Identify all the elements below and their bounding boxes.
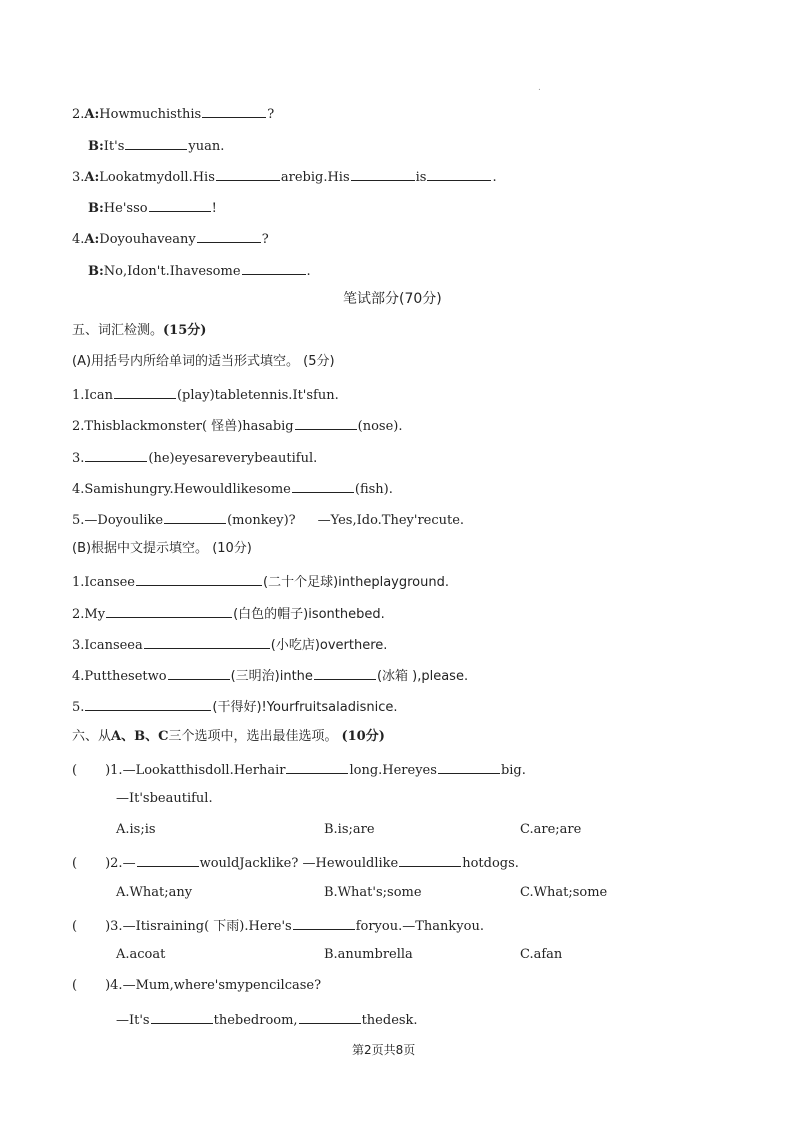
listening-item-3-b: B:He'sso ! [88, 198, 217, 217]
listening-item-4-b: B:No,Idon't.Ihavesome . [88, 261, 311, 280]
question-3-option-a[interactable]: A.acoat [116, 947, 166, 962]
section5-partB-title: (B)根据中文提示填空。 (10分) [72, 541, 252, 556]
answer-blank[interactable] [292, 479, 354, 493]
section6-title: 六、从A、B、C三个选项中，选出最佳选项。 (10分) [72, 729, 385, 744]
partA-item-5: 5.—Doyoulike (monkey)? —Yes,Ido.They'recute. [72, 510, 464, 529]
answer-blank[interactable] [149, 198, 211, 212]
question-1-line2: —It'sbeautiful. [116, 791, 213, 806]
answer-blank[interactable] [295, 416, 357, 430]
answer-blank[interactable] [125, 136, 187, 150]
answer-blank[interactable] [144, 635, 270, 649]
answer-blank[interactable] [85, 448, 147, 462]
written-part-title: 笔试部分(70分) [343, 291, 442, 307]
answer-blank[interactable] [114, 385, 176, 399]
answer-blank[interactable] [202, 104, 266, 118]
answer-blank[interactable] [106, 604, 232, 618]
top-mark: . [538, 83, 541, 93]
partB-item-4: 4.Putthesetwo (三明治)inthe (冰箱 ),please. [72, 666, 468, 685]
section5-partA-title: (A)用括号内所给单词的适当形式填空。 (5分) [72, 354, 335, 369]
question-3-option-b[interactable]: B.anumbrella [324, 947, 413, 962]
partB-item-1: 1.Icansee (二十个足球)intheplayground. [72, 572, 449, 591]
question-4: ( )4.—Mum,where'smypencilcase? [72, 978, 322, 993]
answer-blank[interactable] [164, 510, 226, 524]
answer-blank[interactable] [299, 1010, 361, 1024]
partA-item-4: 4.Samishungry.Hewouldlikesome (fish). [72, 479, 393, 498]
answer-blank[interactable] [136, 572, 262, 586]
answer-blank[interactable] [438, 760, 500, 774]
listening-item-3-a: 3.A:Lookatmydoll.His arebig.His is . [72, 167, 497, 186]
partB-item-2: 2.My (白色的帽子)isonthebed. [72, 604, 385, 623]
partA-item-3: 3. (he)eyesareverybeautiful. [72, 448, 317, 467]
answer-blank[interactable] [399, 853, 461, 867]
partB-item-3: 3.Icanseea (小吃店)overthere. [72, 635, 387, 654]
question-3-option-c[interactable]: C.afan [520, 947, 563, 962]
listening-item-2-b: B:It's yuan. [88, 136, 224, 155]
question-1-option-a[interactable]: A.is;is [116, 822, 156, 837]
question-1-option-c[interactable]: C.are;are [520, 822, 582, 837]
question-2-option-b[interactable]: B.What's;some [324, 885, 422, 900]
answer-blank[interactable] [85, 697, 211, 711]
question-1-option-b[interactable]: B.is;are [324, 822, 375, 837]
answer-blank[interactable] [151, 1010, 213, 1024]
answer-blank[interactable] [216, 167, 280, 181]
question-2: ( )2.— wouldJacklike? —Hewouldlike hotdogs. [72, 853, 519, 872]
partA-item-2: 2.Thisblackmonster( 怪兽)hasabig (nose). [72, 416, 402, 435]
answer-blank[interactable] [242, 261, 306, 275]
answer-blank[interactable] [351, 167, 415, 181]
partB-item-5: 5. (干得好)!Yourfruitsaladisnice. [72, 697, 397, 716]
question-2-option-a[interactable]: A.What;any [116, 885, 193, 900]
question-3: ( )3.—Itisraining( 下雨).Here's foryou.—Thankyou. [72, 916, 484, 935]
answer-blank[interactable] [314, 666, 376, 680]
answer-blank[interactable] [197, 229, 261, 243]
section5-title: 五、词汇检测。(15分) [72, 323, 207, 338]
page-number-footer: 第2页共8页 [352, 1043, 416, 1057]
answer-blank[interactable] [427, 167, 491, 181]
partA-item-1: 1.Ican (play)tabletennis.It'sfun. [72, 385, 339, 404]
question-4-line2: —It's thebedroom, thedesk. [116, 1010, 418, 1029]
answer-blank[interactable] [286, 760, 348, 774]
answer-blank[interactable] [137, 853, 199, 867]
question-1: ( )1.—Lookatthisdoll.Herhair long.Hereyes big. [72, 760, 526, 779]
answer-blank[interactable] [168, 666, 230, 680]
listening-item-2-a: 2.A:Howmuchisthis ? [72, 104, 274, 123]
question-2-option-c[interactable]: C.What;some [520, 885, 608, 900]
listening-item-4-a: 4.A:Doyouhaveany ? [72, 229, 269, 248]
answer-blank[interactable] [293, 916, 355, 930]
